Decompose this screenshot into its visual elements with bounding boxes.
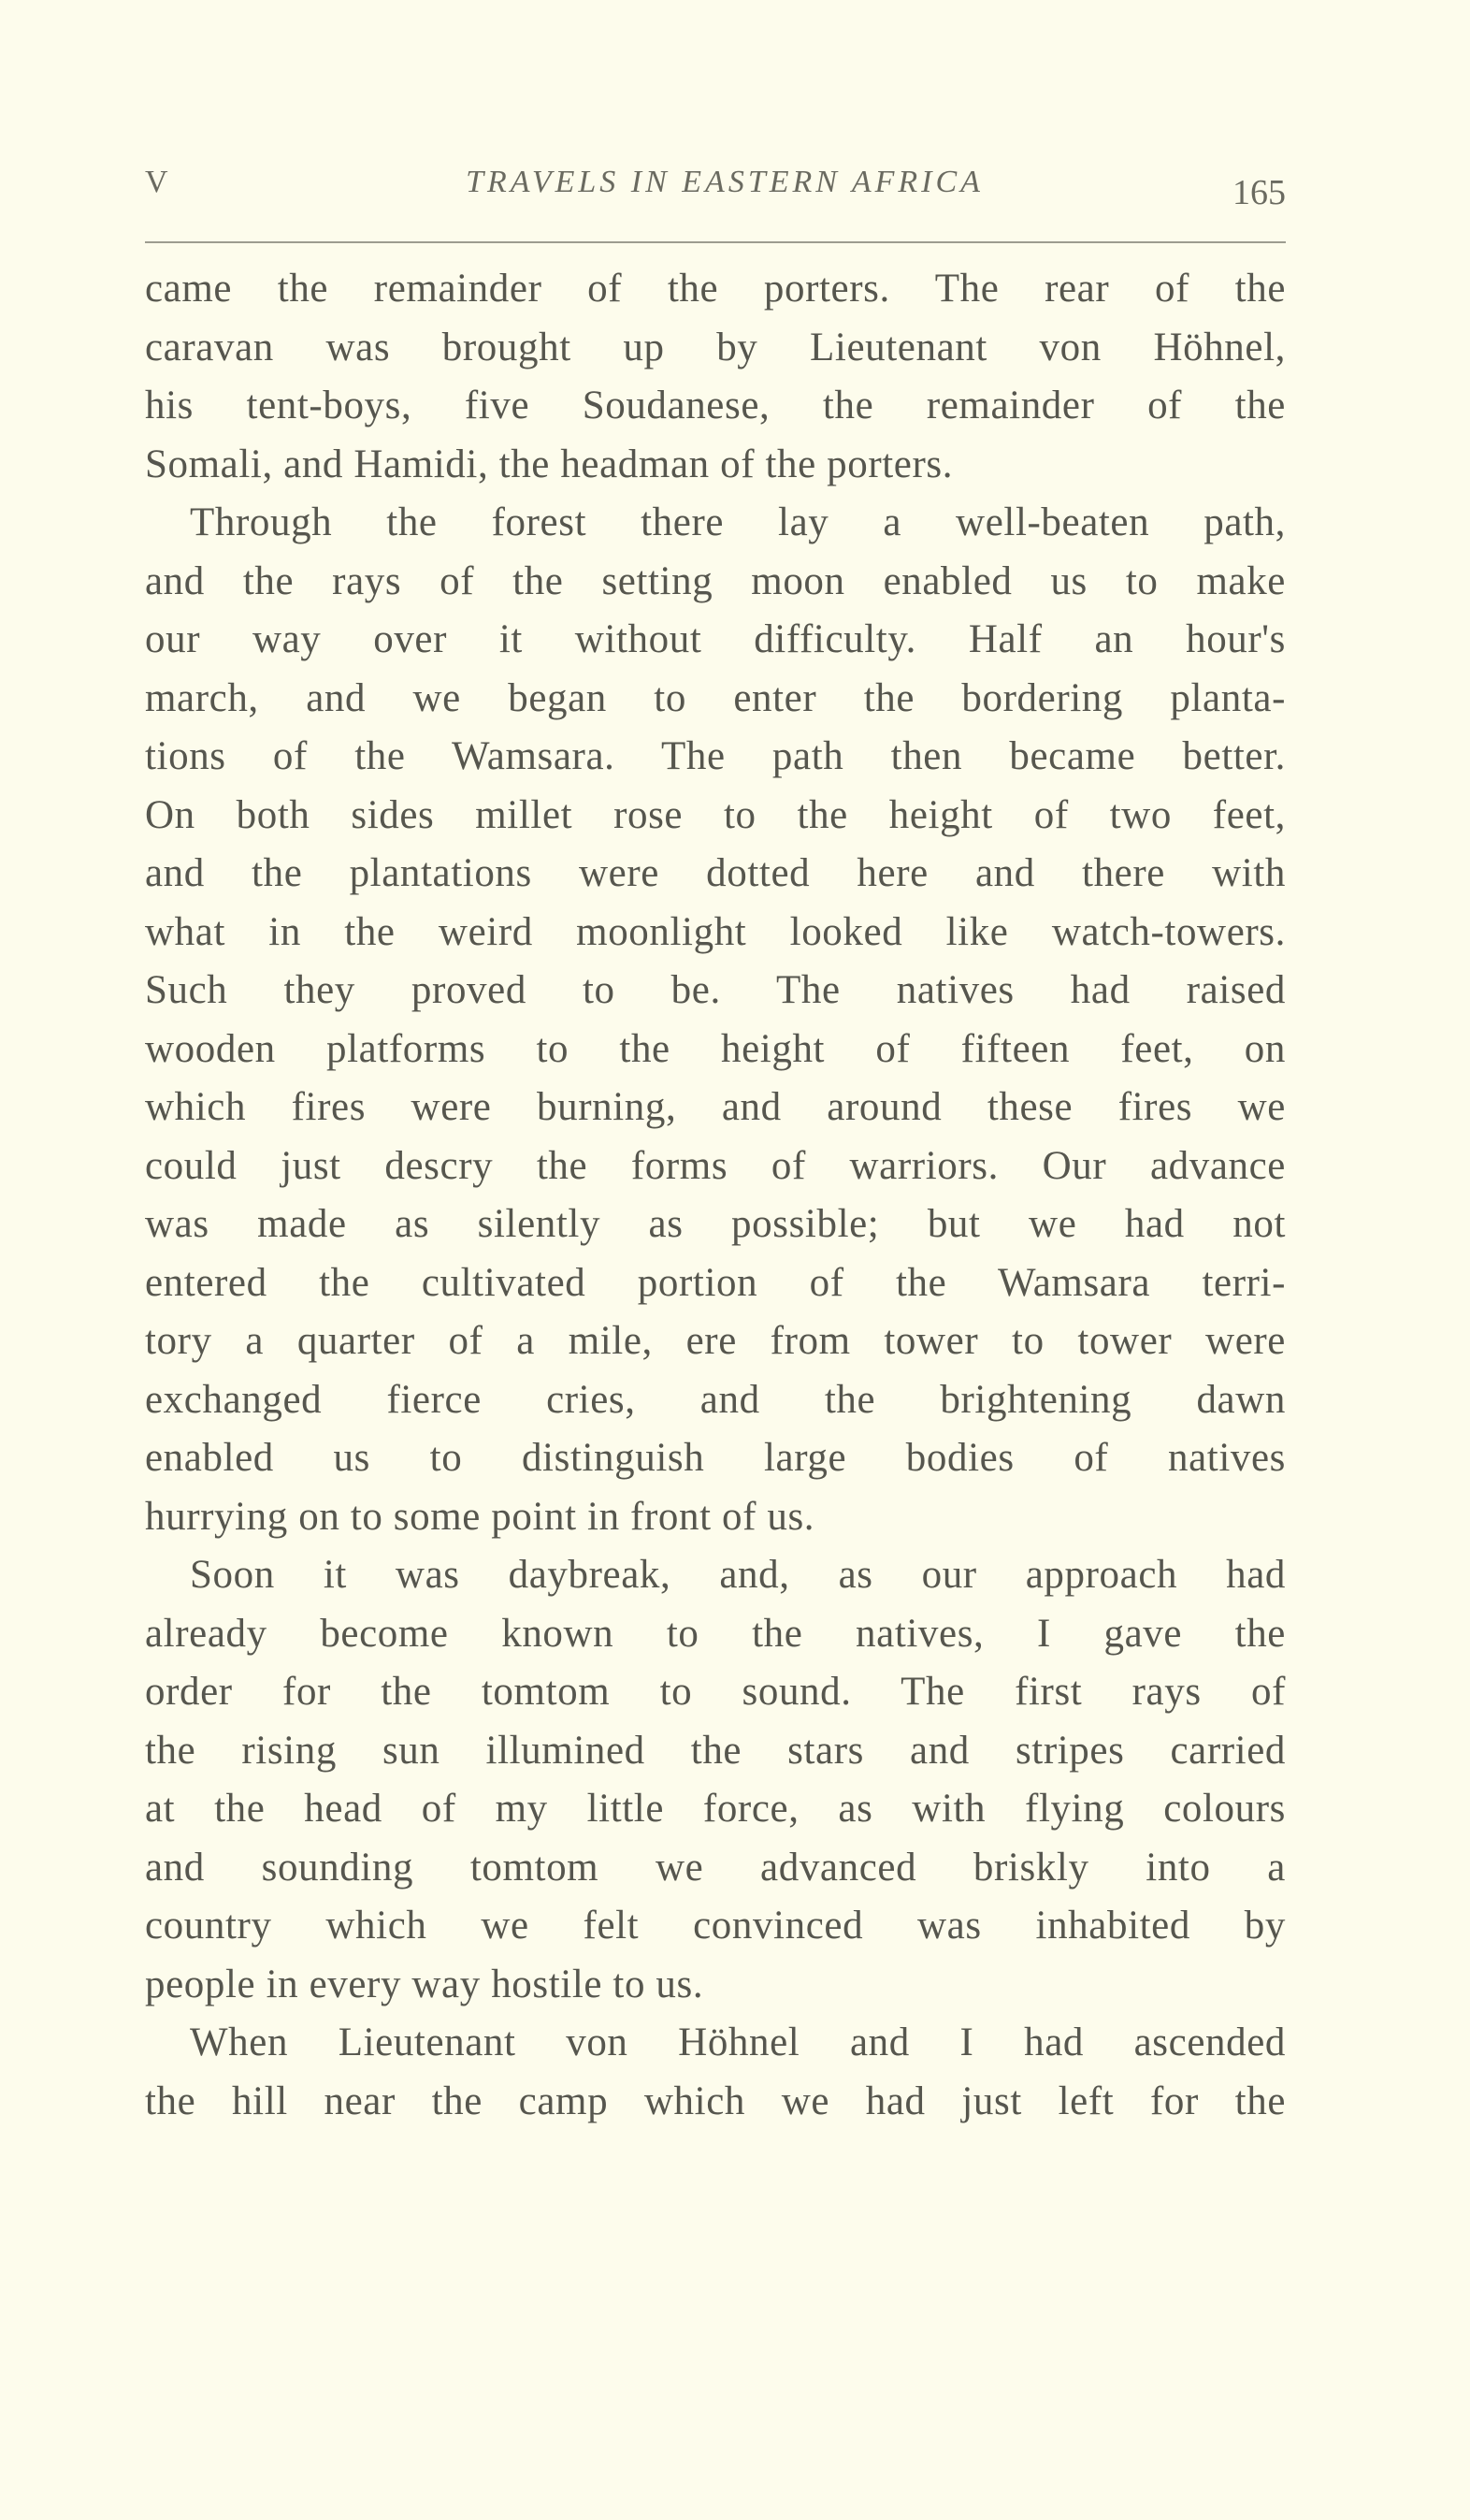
text-line: exchanged fierce cries, and the brightening dawn (145, 1377, 1286, 1422)
text-line: entered the cultivated portion of the Wamsara terri- (145, 1260, 1286, 1305)
page-number: 165 (1232, 173, 1286, 212)
text-line: wooden platforms to the height of fifteen feet, on (145, 1026, 1286, 1071)
text-line: at the head of my little force, as with flying colours (145, 1787, 1286, 1831)
text-line: our way over it without difficulty. Half an hour's (145, 617, 1286, 661)
body-text (145, 260, 1286, 2131)
text-line: the hill near the camp which we had just left for the (145, 2078, 1286, 2123)
text-line: could just descry the forms of warriors. Our advance (145, 1143, 1286, 1188)
running-head (145, 165, 1286, 221)
header-rule (145, 241, 1286, 243)
text-line: order for the tomtom to sound. The first rays of (145, 1670, 1286, 1714)
text-line: people in every way hostile to us. (145, 1962, 704, 2006)
text-line: the rising sun illumined the stars and stripes carried (145, 1728, 1286, 1773)
text-line: his tent-boys, five Soudanese, the remainder of the (145, 384, 1286, 427)
text-line: which fires were burning, and around these fires we (145, 1085, 1286, 1129)
text-line: On both sides millet rose to the height of two feet, (145, 792, 1286, 837)
text-line: Somali, and Hamidi, the headman of the porters. (145, 442, 954, 486)
text-line: When Lieutenant von Höhnel and I had ascended (190, 2020, 1286, 2064)
text-line: what in the weird moonlight looked like watch-towers. (145, 909, 1286, 954)
text-line: enabled us to distinguish large bodies of natives (145, 1436, 1286, 1480)
text-line: and the plantations were dotted here and there with (145, 851, 1286, 895)
paragraph (145, 1546, 1286, 2014)
paragraph (145, 2014, 1286, 2131)
text-line: was made as silently as possible; but we had not (145, 1202, 1286, 1246)
text-line: and the rays of the setting moon enabled us to make (145, 558, 1286, 603)
text-line: hurrying on to some point in front of us. (145, 1494, 815, 1539)
text-line: caravan was brought up by Lieutenant von Höhnel, (145, 325, 1286, 369)
chapter-number: V (145, 165, 169, 199)
text-line: tory a quarter of a mile, ere from tower to tower were (145, 1319, 1286, 1363)
paragraph (145, 494, 1286, 1546)
text-line: Through the forest there lay a well-beaten path, (190, 500, 1286, 544)
text-line: march, and we began to enter the bordering planta- (145, 675, 1286, 720)
running-title: TRAVELS IN EASTERN AFRICA (466, 165, 984, 199)
text-line: Soon it was daybreak, and, as our approach had (190, 1553, 1286, 1597)
paragraph (145, 260, 1286, 494)
text-line: came the remainder of the porters. The rear of the (145, 267, 1286, 311)
text-line: Such they proved to be. The natives had raised (145, 968, 1286, 1012)
text-line: and sounding tomtom we advanced briskly into a (145, 1845, 1286, 1890)
text-line: already become known to the natives, I gave the (145, 1611, 1286, 1656)
text-line: tions of the Wamsara. The path then became better. (145, 734, 1286, 778)
text-line: country which we felt convinced was inhabited by (145, 1904, 1286, 1948)
